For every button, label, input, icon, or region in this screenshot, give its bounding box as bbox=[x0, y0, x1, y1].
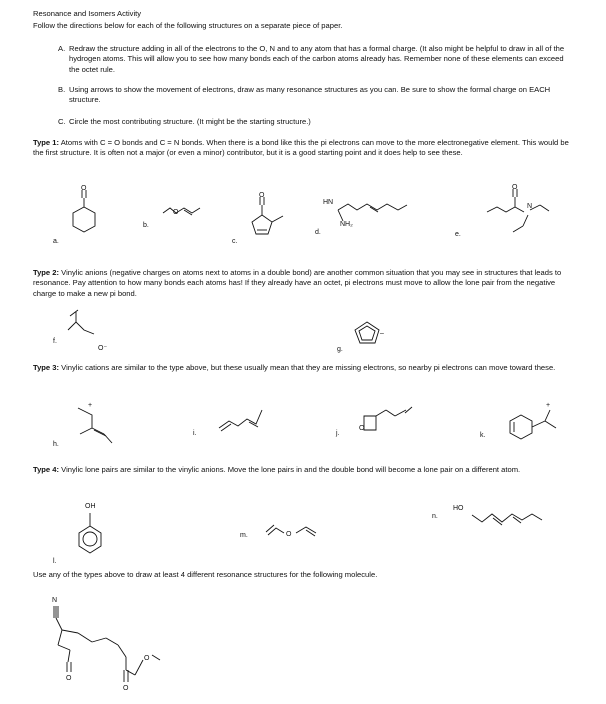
svg-text:O: O bbox=[144, 655, 150, 662]
structure-h bbox=[78, 408, 112, 443]
direction-a-text: Redraw the structure adding in all of the electrons to the O, N and to any atom that has a formal charge. (It also might be helpful to draw in all of the hydrogen atoms. This will allow you to see how many bonds each of the carbon atoms already has. Remember none of these elements can exceed the octet rule. bbox=[69, 44, 565, 74]
type4-label: Type 4: bbox=[33, 465, 60, 474]
structure-a bbox=[73, 185, 95, 232]
type1-label: Type 1: bbox=[33, 138, 60, 147]
atom-label-o-minus: O⁻ bbox=[98, 345, 108, 352]
svg-text:O: O bbox=[359, 425, 365, 432]
svg-text:O: O bbox=[81, 185, 87, 192]
item-letter-h: h. bbox=[53, 441, 59, 448]
structure-final bbox=[54, 606, 160, 692]
item-letter-b: b. bbox=[143, 222, 149, 229]
item-letter-l: l. bbox=[53, 558, 57, 565]
structure-m bbox=[266, 525, 316, 538]
type3-text: Vinylic cations are similar to the type above, but these usually mean that they are missing electrons, so nearby pi electrons can move toward these. bbox=[61, 363, 556, 372]
structure-i bbox=[219, 410, 262, 431]
direction-c-marker: C. bbox=[58, 117, 66, 126]
svg-text:O: O bbox=[259, 192, 265, 199]
type4-text: Vinylic lone pairs are similar to the vinylic anions. Move the lone pairs in and the double bond will become a lone pair on a different atom. bbox=[61, 465, 521, 474]
atom-label-hn: HN bbox=[323, 199, 334, 206]
structure-n bbox=[472, 514, 542, 525]
svg-text:O: O bbox=[66, 675, 72, 682]
charge-label-k: + bbox=[546, 402, 551, 409]
structure-f bbox=[68, 310, 94, 334]
item-letter-m: m. bbox=[240, 532, 248, 539]
direction-b-text: Using arrows to show the movement of electrons, draw as many resonance structures as you can. Be sure to show the formal charge on EACH structure. bbox=[69, 85, 551, 105]
final-text: Use any of the types above to draw at least 4 different resonance structures for the following molecule. bbox=[33, 570, 378, 579]
type1-text: Atoms with C = O bonds and C = N bonds. When there is a bond like this the pi electrons can move to the more electronegative element. This would be the first structure. It is often not a major (or even a minor) contributor, but it is a good starting point and it does help to see these. bbox=[33, 138, 569, 158]
structure-k bbox=[510, 410, 556, 439]
structure-e bbox=[487, 184, 549, 232]
item-letter-g: g. bbox=[337, 346, 343, 353]
structure-b bbox=[163, 208, 200, 216]
structure-c bbox=[252, 192, 283, 234]
direction-b-marker: B. bbox=[58, 85, 66, 94]
atom-label-n-e: N bbox=[527, 203, 533, 210]
svg-text:O: O bbox=[123, 685, 129, 692]
structure-j bbox=[359, 407, 412, 432]
atom-label-ho: HO bbox=[453, 505, 464, 512]
item-letter-k: k. bbox=[480, 432, 486, 439]
atom-label-n-final: N bbox=[52, 597, 58, 604]
svg-text:O: O bbox=[286, 531, 292, 538]
svg-text:O: O bbox=[173, 209, 179, 216]
type2-text: Vinylic anions (negative charges on atoms next to atoms in a double bond) are another common situation that you may see in structures that leads to resonance. Pay attention to how many bonds each atoms has! If they already have an octet, pi electrons must move to allow the lone pair from the negative charge to make a new pi bond. bbox=[33, 268, 562, 298]
structure-l bbox=[79, 513, 101, 553]
item-letter-j: j. bbox=[336, 430, 340, 437]
item-letter-i: i. bbox=[193, 430, 197, 437]
type2-label: Type 2: bbox=[33, 268, 60, 277]
atom-label-nh2: NH₂ bbox=[340, 221, 353, 228]
charge-label-h: + bbox=[88, 402, 93, 409]
intro-text: Follow the directions below for each of the following structures on a separate piece of paper. bbox=[33, 21, 343, 30]
item-letter-f: f. bbox=[53, 338, 57, 345]
item-letter-n: n. bbox=[432, 513, 438, 520]
worksheet-title: Resonance and Isomers Activity bbox=[33, 9, 142, 18]
item-letter-e: e. bbox=[455, 231, 461, 238]
item-letter-d: d. bbox=[315, 229, 321, 236]
type3-label: Type 3: bbox=[33, 363, 60, 372]
direction-a-marker: A. bbox=[58, 44, 66, 53]
item-letter-a: a. bbox=[53, 238, 59, 245]
item-letter-c: c. bbox=[232, 238, 238, 245]
structure-g bbox=[355, 322, 379, 343]
svg-text:O: O bbox=[512, 184, 518, 191]
charge-label-g: – bbox=[380, 330, 384, 337]
structure-d bbox=[338, 204, 407, 221]
atom-label-oh: OH bbox=[85, 503, 96, 510]
direction-c-text: Circle the most contributing structure. (It might be the starting structure.) bbox=[69, 117, 311, 126]
